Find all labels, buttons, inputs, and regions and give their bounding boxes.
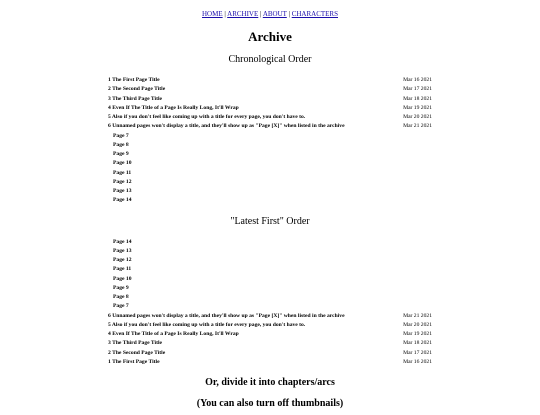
thumbnails-heading: (You can also turn off thumbnails) <box>196 398 344 409</box>
archive-row <box>108 196 432 205</box>
archive-page-link[interactable]: Page 8 <box>113 294 129 300</box>
archive-row <box>108 132 432 141</box>
archive-page-link[interactable]: Page 14 <box>113 238 132 245</box>
archive-page-link[interactable]: 5 Also if you don't feel like coming up with a title for every page, you don't have to. <box>108 114 306 120</box>
archive-row <box>108 247 432 256</box>
archive-row <box>108 85 432 94</box>
archive-page-date: Mar 20 2021 <box>403 321 432 328</box>
archive-page-link[interactable]: Page 11 <box>113 169 132 176</box>
archive-row <box>108 358 432 367</box>
chronological-heading: Chronological Order <box>228 54 312 65</box>
archive-row <box>108 187 432 196</box>
nav-separator: | <box>288 10 290 18</box>
archive-row <box>108 312 432 321</box>
archive-row <box>108 122 432 131</box>
archive-page-link[interactable]: Page 10 <box>113 275 132 282</box>
archive-page-link[interactable]: 2 The Second Page Title <box>108 86 166 93</box>
chapters-heading: Or, divide it into chapters/arcs <box>205 377 335 388</box>
nav-about-link[interactable]: ABOUT <box>262 10 287 18</box>
archive-row <box>108 302 432 311</box>
archive-page-date: Mar 19 2021 <box>403 104 432 111</box>
archive-page-link[interactable]: Page 9 <box>113 284 129 291</box>
archive-row <box>108 293 432 302</box>
archive-page-link[interactable]: Page 13 <box>113 247 132 254</box>
archive-row <box>108 275 432 284</box>
archive-page-link[interactable]: Page 12 <box>113 178 132 185</box>
archive-page-link[interactable]: Page 10 <box>113 160 132 167</box>
archive-row <box>108 113 432 122</box>
nav-characters-link[interactable]: CHARACTERS <box>291 10 338 18</box>
archive-page-link[interactable]: Page 7 <box>113 303 129 310</box>
archive-row <box>108 256 432 265</box>
archive-page-date: Mar 17 2021 <box>403 86 432 93</box>
archive-page-link[interactable]: 4 Even If The Title of a Page Is Really Long, It'll Wrap <box>108 104 239 111</box>
archive-page-link[interactable]: 6 Unnamed pages won't display a title, and they'll show up as "Page [X]" when listed in the archive <box>108 312 345 319</box>
archive-page-link[interactable]: Page 9 <box>113 151 129 157</box>
archive-row <box>108 150 432 159</box>
archive-row <box>108 95 432 104</box>
archive-page-link[interactable]: Page 12 <box>113 257 132 263</box>
chronological-page-list <box>108 76 432 206</box>
archive-page-date: Mar 18 2021 <box>403 340 432 347</box>
archive-page-date: Mar 21 2021 <box>403 123 432 130</box>
page-title: Archive <box>248 29 292 44</box>
archive-page-date: Mar 20 2021 <box>403 114 432 120</box>
top-navigation <box>0 10 540 19</box>
archive-page-link[interactable]: Page 8 <box>113 141 129 148</box>
archive-row <box>108 284 432 293</box>
archive-page-date: Mar 21 2021 <box>403 312 432 319</box>
archive-row <box>108 265 432 274</box>
archive-page-link[interactable]: Page 13 <box>113 188 132 194</box>
archive-page-date: Mar 16 2021 <box>403 358 432 365</box>
latest-first-page-list <box>108 238 432 368</box>
archive-page-link[interactable]: 5 Also if you don't feel like coming up with a title for every page, you don't have to. <box>108 321 306 328</box>
archive-page-link[interactable]: 3 The Third Page Title <box>108 95 162 102</box>
archive-page-link[interactable]: Page 14 <box>113 197 132 204</box>
archive-row <box>108 349 432 358</box>
archive-page-date: Mar 19 2021 <box>403 331 432 337</box>
nav-separator: | <box>260 10 262 18</box>
archive-row <box>108 159 432 168</box>
archive-row <box>108 76 432 85</box>
archive-page-link[interactable]: 4 Even If The Title of a Page Is Really Long, It'll Wrap <box>108 331 239 337</box>
nav-archive-link[interactable]: ARCHIVE <box>227 10 259 18</box>
archive-row <box>108 339 432 348</box>
archive-row <box>108 238 432 247</box>
nav-home-link[interactable]: HOME <box>202 10 223 18</box>
archive-row <box>108 141 432 150</box>
archive-row <box>108 321 432 330</box>
archive-page-link[interactable]: 1 The First Page Title <box>108 77 160 83</box>
nav-separator: | <box>224 10 226 18</box>
archive-page-date: Mar 16 2021 <box>403 77 432 83</box>
archive-row <box>108 330 432 339</box>
archive-page-link[interactable]: 1 The First Page Title <box>108 358 160 365</box>
latest-first-heading: "Latest First" Order <box>230 215 310 227</box>
archive-row <box>108 178 432 187</box>
archive-page-date: Mar 17 2021 <box>403 349 432 356</box>
archive-page-link[interactable]: 3 The Third Page Title <box>108 340 162 347</box>
archive-page-link[interactable]: 2 The Second Page Title <box>108 349 166 356</box>
archive-page-link[interactable]: Page 11 <box>113 266 132 273</box>
archive-row <box>108 169 432 178</box>
archive-row <box>108 104 432 113</box>
archive-page-link[interactable]: Page 7 <box>113 132 129 139</box>
archive-page-date: Mar 18 2021 <box>403 95 432 102</box>
archive-page-link[interactable]: 6 Unnamed pages won't display a title, and they'll show up as "Page [X]" when listed in the archive <box>108 123 345 130</box>
